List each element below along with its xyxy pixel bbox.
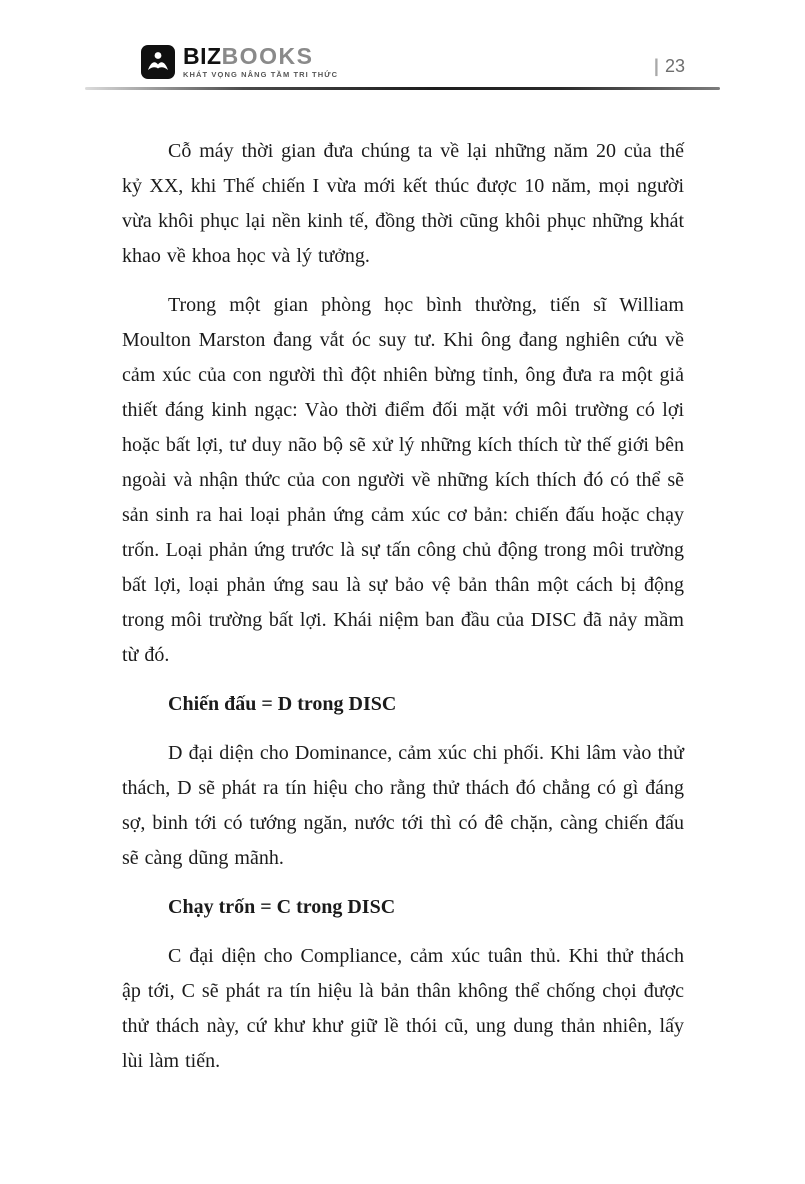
page-header bbox=[0, 0, 805, 92]
publisher-brand bbox=[140, 44, 338, 80]
brand-books: BOOKS bbox=[221, 43, 314, 70]
brand-text bbox=[183, 45, 338, 79]
page-number bbox=[654, 56, 685, 77]
paragraph-compliance: C đại diện cho Compliance, cảm xúc tuân thủ. Khi thử thách ập tới, C sẽ phát ra tín hiệu là bản thân không thể chống chọi được thử thách này, cứ khư khư giữ lề thói cũ, ung dung thản nhiên, lấy lùi làm tiến. bbox=[122, 945, 684, 1072]
brand-biz: BIZ bbox=[183, 43, 222, 70]
page-number-separator: | bbox=[653, 56, 659, 76]
brand-tagline: KHÁT VỌNG NÂNG TẦM TRI THỨC bbox=[183, 70, 339, 80]
paragraph-dominance: D đại diện cho Dominance, cảm xúc chi phối. Khi lâm vào thử thách, D sẽ phát ra tín hiệu cho rằng thử thách đó chẳng có gì đáng sợ, binh tới có tướng ngăn, nước tới thì có đê chặn, càng chiến đấu sẽ càng dũng mãnh. bbox=[122, 742, 684, 869]
page-content bbox=[0, 92, 805, 1079]
header-rule bbox=[85, 87, 720, 90]
section-heading-fight: Chiến đấu = D trong DISC bbox=[168, 693, 397, 715]
paragraph-time-machine: Cỗ máy thời gian đưa chúng ta về lại những năm 20 của thế kỷ XX, khi Thế chiến I vừa mới kết thúc được 10 năm, mọi người vừa khôi phục lại nền kinh tế, đồng thời cũng khôi phục những khát khao về khoa học và lý tưởng. bbox=[122, 140, 684, 267]
bizbooks-logo-icon bbox=[140, 44, 176, 80]
page-number-value: 23 bbox=[664, 56, 685, 76]
paragraph-marston-theory: Trong một gian phòng học bình thường, tiến sĩ William Moulton Marston đang vắt óc suy tư. Khi ông đang nghiên cứu về cảm xúc của con người thì đột nhiên bừng tỉnh, ông đưa ra một giả thiết đáng kinh ngạc: Vào thời điểm đối mặt với môi trường có lợi hoặc bất lợi, tư duy não bộ sẽ xử lý những kích thích từ thế giới bên ngoài và nhận thức của con người về những kích thích đó có thể sẽ sản sinh ra hai loại phản ứng cảm xúc cơ bản: chiến đấu hoặc chạy trốn. Loại phản ứng trước là sự tấn công chủ động trong môi trường bất lợi, loại phản ứng sau là sự bảo vệ bản thân một cách bị động trong môi trường bất lợi. Khái niệm ban đầu của DISC đã nảy mầm từ đó. bbox=[122, 294, 684, 666]
brand-name bbox=[183, 45, 338, 68]
section-heading-flight: Chạy trốn = C trong DISC bbox=[168, 896, 396, 918]
